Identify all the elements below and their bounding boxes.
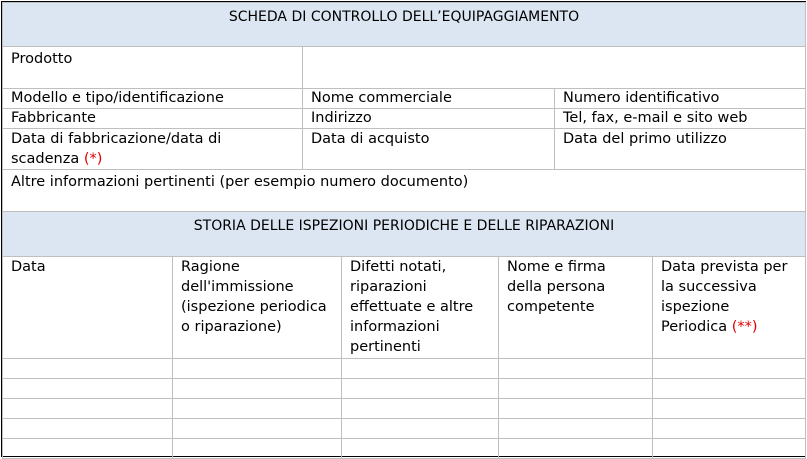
equipment-info-table <box>2 2 806 212</box>
prodotto-label: Prodotto <box>3 47 303 89</box>
col-nome-firma-header: Nome e firma della persona competente <box>499 257 653 359</box>
col-data-prevista-label: Data prevista per la successiva ispezione Periodica <box>661 259 788 335</box>
table-cell[interactable] <box>342 439 499 459</box>
table-cell[interactable] <box>173 439 342 459</box>
data-primo-utilizzo-label: Data del primo utilizzo <box>555 129 806 170</box>
table-cell[interactable] <box>653 399 806 419</box>
data-fabbricazione-cell <box>3 129 303 170</box>
table-cell[interactable] <box>653 359 806 379</box>
equipment-control-sheet <box>1 1 806 457</box>
table-cell[interactable] <box>342 419 499 439</box>
table-row <box>3 399 806 419</box>
table-cell[interactable] <box>342 399 499 419</box>
table-row <box>3 379 806 399</box>
table-cell[interactable] <box>342 379 499 399</box>
sheet-title: SCHEDA DI CONTROLLO DELL’EQUIPAGGIAMENTO <box>3 3 806 47</box>
col-ragione-header: Ragione dell'immissione (ispezione periodica o riparazione) <box>173 257 342 359</box>
table-row <box>3 439 806 459</box>
col-data-prevista-header <box>653 257 806 359</box>
double-asterisk-note-mark: (**) <box>731 319 758 335</box>
table-cell[interactable] <box>499 399 653 419</box>
table-cell[interactable] <box>653 419 806 439</box>
table-cell[interactable] <box>3 399 173 419</box>
table-cell[interactable] <box>499 419 653 439</box>
contatti-label: Tel, fax, e-mail e sito web <box>555 109 806 129</box>
nome-commerciale-label: Nome commerciale <box>303 89 555 109</box>
inspection-history-table <box>2 211 806 459</box>
asterisk-note-mark: (*) <box>83 151 103 167</box>
indirizzo-label: Indirizzo <box>303 109 555 129</box>
table-cell[interactable] <box>499 359 653 379</box>
col-difetti-header: Difetti notati, riparazioni effettuate e altre informazioni pertinenti <box>342 257 499 359</box>
data-acquisto-label: Data di acquisto <box>303 129 555 170</box>
table-cell[interactable] <box>342 359 499 379</box>
table-cell[interactable] <box>3 419 173 439</box>
table-cell[interactable] <box>653 379 806 399</box>
prodotto-field[interactable] <box>303 47 806 89</box>
numero-identificativo-label: Numero identificativo <box>555 89 806 109</box>
data-fabbricazione-label: Data di fabbricazione/data di scadenza <box>11 131 222 167</box>
table-cell[interactable] <box>173 379 342 399</box>
table-row <box>3 419 806 439</box>
col-data-header: Data <box>3 257 173 359</box>
table-cell[interactable] <box>173 399 342 419</box>
table-cell[interactable] <box>3 439 173 459</box>
table-cell[interactable] <box>173 359 342 379</box>
table-cell[interactable] <box>173 419 342 439</box>
fabbricante-label: Fabbricante <box>3 109 303 129</box>
table-cell[interactable] <box>499 439 653 459</box>
table-cell[interactable] <box>499 379 653 399</box>
modello-label: Modello e tipo/identificazione <box>3 89 303 109</box>
history-title: STORIA DELLE ISPEZIONI PERIODICHE E DELLE RIPARAZIONI <box>3 212 806 257</box>
table-cell[interactable] <box>653 439 806 459</box>
table-cell[interactable] <box>3 379 173 399</box>
table-cell[interactable] <box>3 359 173 379</box>
altre-info-label: Altre informazioni pertinenti (per esempio numero documento) <box>3 170 806 212</box>
table-row <box>3 359 806 379</box>
